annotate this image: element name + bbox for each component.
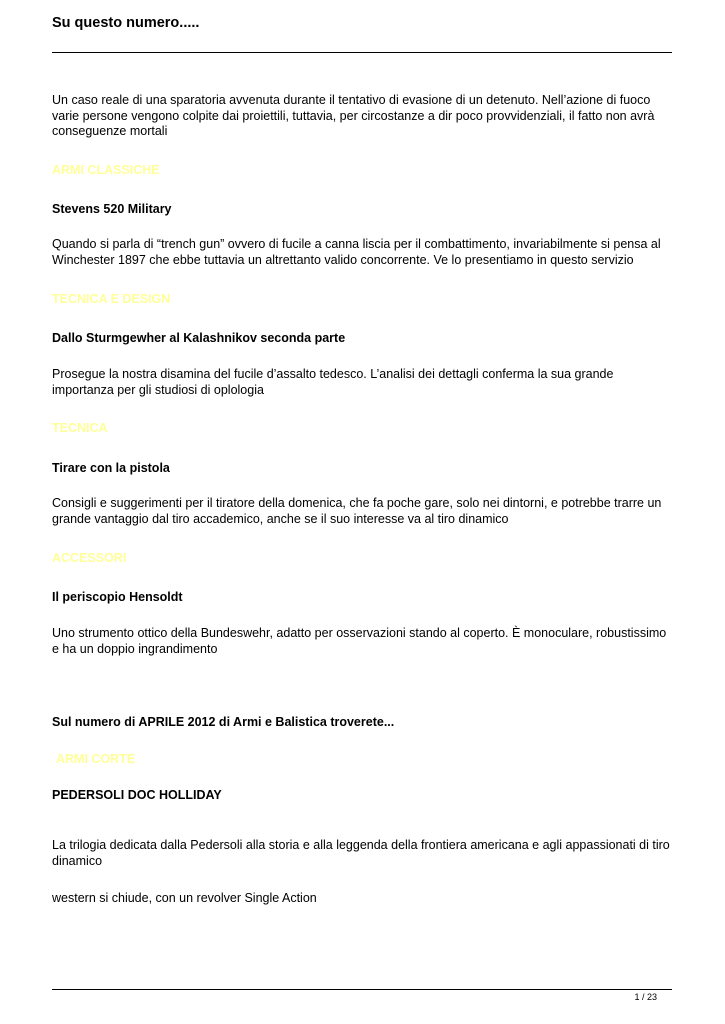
section-title: Tirare con la pistola — [52, 461, 170, 475]
next-issue-body: La trilogia dedicata dalla Pedersoli alla storia e alla leggenda della frontiera americana e agli appassionati di tiro dinamico — [52, 838, 670, 868]
section-category: ARMI CLASSICHE — [52, 163, 160, 177]
section-body: Prosegue la nostra disamina del fucile d’assalto tedesco. L’analisi dei dettagli conferma la sua grande importanza per gli studiosi di oplologia — [52, 367, 614, 397]
section-category: TECNICA — [52, 421, 108, 435]
page-title: Su questo numero..... — [52, 15, 200, 31]
intro-paragraph: Un caso reale di una sparatoria avvenuta durante il tentativo di evasione di un detenuto. Nell’azione di fuoco varie persone vengono colpite dai proiettili, tuttavia, per circostanze a dir poco provvidenziali, il fatto non avrà conseguenze mortali — [52, 93, 655, 138]
footer-divider — [52, 989, 672, 990]
section-title: Il periscopio Hensoldt — [52, 590, 183, 604]
next-issue-title: PEDERSOLI DOC HOLLIDAY — [52, 788, 222, 802]
page-number: 1 / 23 — [634, 992, 657, 1002]
section-category: ACCESSORI — [52, 551, 127, 565]
section-body: Uno strumento ottico della Bundeswehr, adatto per osservazioni stando al coperto. È monoculare, robustissimo e ha un doppio ingrandimento — [52, 626, 667, 656]
section-body: Quando si parla di “trench gun” ovvero di fucile a canna liscia per il combattimento, invariabilmente si pensa al Winchester 1897 che ebbe tuttavia un altrettanto valido concorrente. Ve lo presentiamo in questo servizio — [52, 237, 661, 267]
section-title: Stevens 520 Military — [52, 202, 172, 216]
header-divider — [52, 52, 672, 53]
next-issue-category: ARMI CORTE — [56, 752, 136, 766]
section-body: Consigli e suggerimenti per il tiratore della domenica, che fa poche gare, solo nei dintorni, e potrebbe trarre un grande vantaggio dal tiro accademico, anche se il suo interesse va al tiro dinamico — [52, 496, 662, 526]
next-issue-body-continued: western si chiude, con un revolver Single Action — [52, 891, 317, 905]
section-category: TECNICA E DESIGN — [52, 292, 171, 306]
section-title: Dallo Sturmgewher al Kalashnikov seconda parte — [52, 331, 346, 345]
next-issue-heading: Sul numero di APRILE 2012 di Armi e Balistica troverete... — [52, 715, 395, 729]
